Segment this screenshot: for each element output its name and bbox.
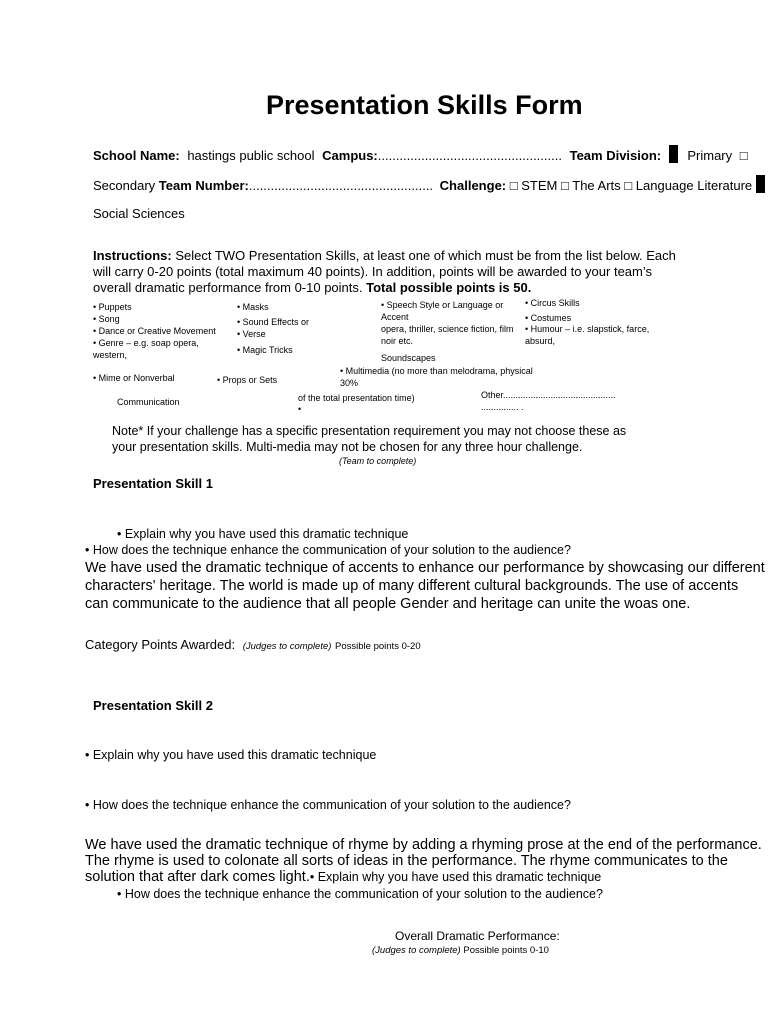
skill-2-heading: Presentation Skill 2: [93, 698, 213, 713]
page-title: Presentation Skills Form: [266, 90, 583, 120]
multimedia-time-note: of the total presentation time): [298, 393, 415, 403]
skill-masks: • Masks: [237, 302, 269, 312]
possible-points-skill-1: Possible points 0-20: [335, 641, 421, 652]
header-row-1: [93, 145, 748, 163]
skill-puppets: • Puppets: [93, 302, 132, 312]
checked-checkbox-icon[interactable]: [669, 145, 678, 163]
skill-sound-effects: • Sound Effects or: [237, 317, 310, 327]
overall-judges-to-complete: (Judges to complete): [372, 945, 461, 956]
challenge-option-language: Language Literature: [635, 178, 753, 193]
multimedia-percent: 30%: [340, 378, 359, 388]
skill-2-answer-line-2[interactable]: The rhyme is used to colonate all sorts of ideas in the performance. The rhyme communicates to the: [85, 853, 728, 869]
team-division-label: Team Division:: [569, 148, 662, 163]
school-name-label: School Name:: [93, 148, 180, 163]
judges-to-complete: (Judges to complete): [242, 641, 332, 652]
challenge-option-arts: The Arts: [572, 178, 621, 193]
empty-bullet: •: [298, 404, 302, 414]
skill-2-answer-line-3: [85, 869, 601, 885]
skill-communication: Communication: [117, 397, 180, 407]
skill-2-question-2-repeat: • How does the technique enhance the communication of your solution to the audience?: [117, 887, 603, 901]
skill-1-heading: Presentation Skill 1: [93, 476, 213, 491]
skill-genre: • Genre – e.g. soap opera,: [93, 338, 199, 348]
header-row-2: [93, 175, 765, 193]
instructions-line-1: [93, 248, 676, 263]
school-name-value[interactable]: hastings public school: [187, 148, 315, 163]
instructions-text-1: Select TWO Presentation Skills, at least one of which must be from the list below. Each: [175, 248, 676, 263]
skill-1-question-2: • How does the technique enhance the communication of your solution to the audience?: [85, 543, 571, 557]
campus-label: Campus:: [322, 148, 378, 163]
skill-dance: • Dance or Creative Movement: [93, 326, 216, 336]
skill-absurd: absurd,: [525, 336, 556, 346]
category-points-row: [85, 637, 421, 652]
challenge-option-stem: STEM: [521, 178, 558, 193]
skill-costumes: • Costumes: [525, 313, 572, 323]
skill-props: • Props or Sets: [217, 375, 278, 385]
skill-1-answer-line-2[interactable]: characters' heritage. The world is made up of many different cultural backgrounds. The use of accents: [85, 578, 739, 594]
genre-examples: opera, thriller, science fiction, film: [381, 324, 514, 334]
skill-multimedia: • Multimedia (no more than melodrama, physical: [340, 366, 533, 376]
skill-accent: Accent: [381, 312, 409, 322]
team-to-complete-note: (Team to complete): [339, 456, 417, 466]
team-number-field[interactable]: ...................................................: [248, 178, 434, 193]
secondary-option: Secondary: [93, 178, 156, 193]
skill-western: western,: [93, 350, 128, 360]
arts-checkbox-icon[interactable]: □: [561, 178, 569, 193]
campus-field[interactable]: ...................................................: [377, 148, 562, 163]
skill-2-question-1-repeat: • Explain why you have used this dramatic technique: [309, 870, 602, 884]
skill-1-answer-line-1[interactable]: We have used the dramatic technique of accents to enhance our performance by showcasing our different: [85, 560, 765, 576]
skill-other-field-2[interactable]: ............... .: [481, 402, 524, 412]
skill-other-field[interactable]: Other.............................................: [481, 390, 616, 400]
skill-verse: • Verse: [237, 329, 266, 339]
overall-possible-points: Possible points 0-10: [463, 945, 549, 956]
skill-magic-tricks: • Magic Tricks: [237, 345, 293, 355]
skill-song: • Song: [93, 314, 120, 324]
skill-1-question-1: • Explain why you have used this dramatic technique: [117, 527, 409, 541]
skill-mime: • Mime or Nonverbal: [93, 373, 175, 383]
challenge-label: Challenge:: [439, 178, 507, 193]
genre-examples-2: noir etc.: [381, 336, 414, 346]
instructions-line-3: [93, 280, 531, 295]
skill-soundscapes: Soundscapes: [381, 353, 436, 363]
instructions-label: Instructions:: [93, 248, 172, 263]
secondary-checkbox-icon[interactable]: □: [739, 148, 748, 163]
skill-2-question-1: • Explain why you have used this dramatic technique: [85, 748, 377, 762]
stem-checkbox-icon[interactable]: □: [509, 178, 518, 193]
skill-2-answer-text-3[interactable]: solution that after dark comes light.: [85, 869, 310, 885]
overall-dramatic-label: Overall Dramatic Performance:: [395, 929, 560, 943]
total-points: Total possible points is 50.: [366, 280, 532, 295]
primary-option: Primary: [687, 148, 733, 163]
overall-points-row: [372, 945, 549, 956]
instructions-text-3: overall dramatic performance from 0-10 points.: [93, 280, 363, 295]
checked-checkbox-icon[interactable]: [756, 175, 765, 193]
skill-humour: • Humour – i.e. slapstick, farce,: [525, 324, 650, 334]
skill-1-answer-line-3[interactable]: can communicate to the audience that all people Gender and heritage can unite the woas one.: [85, 596, 691, 612]
language-checkbox-icon[interactable]: □: [624, 178, 633, 193]
team-number-label: Team Number:: [158, 178, 249, 193]
category-points-label: Category Points Awarded:: [85, 637, 236, 652]
skill-circus: • Circus Skills: [525, 298, 580, 308]
skill-2-answer-line-1[interactable]: We have used the dramatic technique of rhyme by adding a rhyming prose at the end of the performance.: [85, 837, 762, 853]
instructions-line-2: will carry 0-20 points (total maximum 40 points). In addition, points will be awarded to your team’s: [93, 264, 653, 279]
challenge-option-social-sciences: Social Sciences: [93, 206, 185, 221]
skill-speech-style: • Speech Style or Language or: [381, 300, 504, 310]
note-line-1: Note* If your challenge has a specific presentation requirement you may not choose these as: [112, 424, 627, 438]
note-line-2: your presentation skills. Multi-media may not be chosen for any three hour challenge.: [112, 440, 583, 454]
skill-2-question-2: • How does the technique enhance the communication of your solution to the audience?: [85, 798, 571, 812]
